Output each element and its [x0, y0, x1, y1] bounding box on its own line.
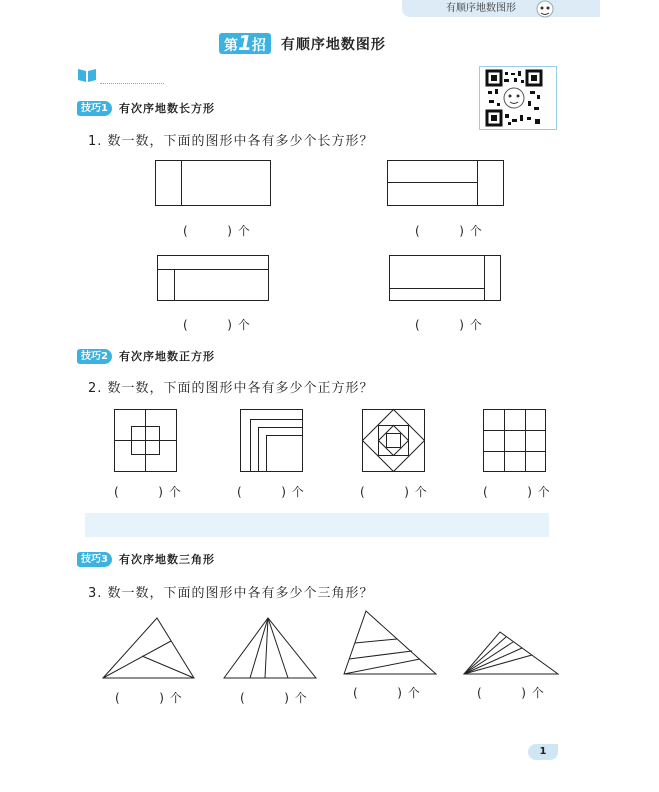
- tip-3-badge: 技巧3: [77, 552, 112, 567]
- square-figure-2: [241, 410, 303, 472]
- tip-1-badge: 技巧1: [77, 101, 112, 116]
- tip-2-title: 有次序地数正方形: [118, 350, 215, 363]
- tip-1-title: 有次序地数长方形: [118, 102, 215, 115]
- tip-3: [77, 551, 215, 567]
- triangle-figure-1: [103, 618, 194, 678]
- rect-figure-3: [158, 256, 269, 301]
- question-3: 3. 数一数，下面的图形中各有多少个三角形？: [88, 586, 374, 601]
- answer-blank-3-3[interactable]: ( ) 个: [353, 686, 421, 700]
- answer-blank-2-3[interactable]: ( ) 个: [360, 485, 428, 499]
- answer-blank-3-2[interactable]: ( ) 个: [240, 691, 308, 705]
- answer-blank-3-4[interactable]: ( ) 个: [477, 686, 545, 700]
- square-figure-4: [484, 410, 546, 472]
- answer-blank-2-4[interactable]: ( ) 个: [483, 485, 551, 499]
- tip-1: [77, 100, 215, 116]
- triangle-figure-3: [344, 611, 436, 674]
- answer-blank-3-1[interactable]: ( ) 个: [115, 691, 183, 705]
- header-tab-text: 有顺序地数图形: [446, 3, 516, 14]
- answer-blank-2-1[interactable]: ( ) 个: [114, 485, 182, 499]
- book-icon: [76, 66, 98, 84]
- divider-dots: [100, 83, 164, 84]
- rect-figure-1: [156, 161, 271, 206]
- tip-2: [77, 348, 215, 364]
- tip-2-badge: 技巧2: [77, 349, 112, 364]
- answer-blank-1-2[interactable]: ( ) 个: [415, 224, 483, 238]
- square-figure-1: [115, 410, 177, 472]
- tip-3-title: 有次序地数三角形: [118, 553, 215, 566]
- answer-blank-1-3[interactable]: ( ) 个: [183, 318, 251, 332]
- question-2: 2. 数一数，下面的图形中各有多少个正方形？: [88, 381, 374, 396]
- rect-figure-2: [388, 161, 504, 206]
- question-1: 1. 数一数，下面的图形中各有多少个长方形？: [88, 134, 374, 149]
- qr-code-image: [480, 67, 556, 129]
- square-figure-3: [363, 410, 425, 472]
- chapter-title: 有顺序地数图形: [280, 36, 386, 53]
- page-number: 1: [528, 744, 558, 760]
- chapter-heading: [219, 33, 386, 54]
- answer-blank-1-4[interactable]: ( ) 个: [415, 318, 483, 332]
- light-blue-band: [85, 513, 549, 537]
- header-tab: [402, 0, 600, 17]
- triangle-figure-2: [224, 618, 316, 678]
- answer-blank-2-2[interactable]: ( ) 个: [237, 485, 305, 499]
- qr-code[interactable]: [479, 66, 557, 130]
- rect-figure-4: [390, 256, 501, 301]
- answer-blank-1-1[interactable]: ( ) 个: [183, 224, 251, 238]
- chapter-badge: 第1招: [219, 33, 271, 54]
- triangle-figure-4: [464, 632, 558, 674]
- mascot-icon: [532, 0, 558, 20]
